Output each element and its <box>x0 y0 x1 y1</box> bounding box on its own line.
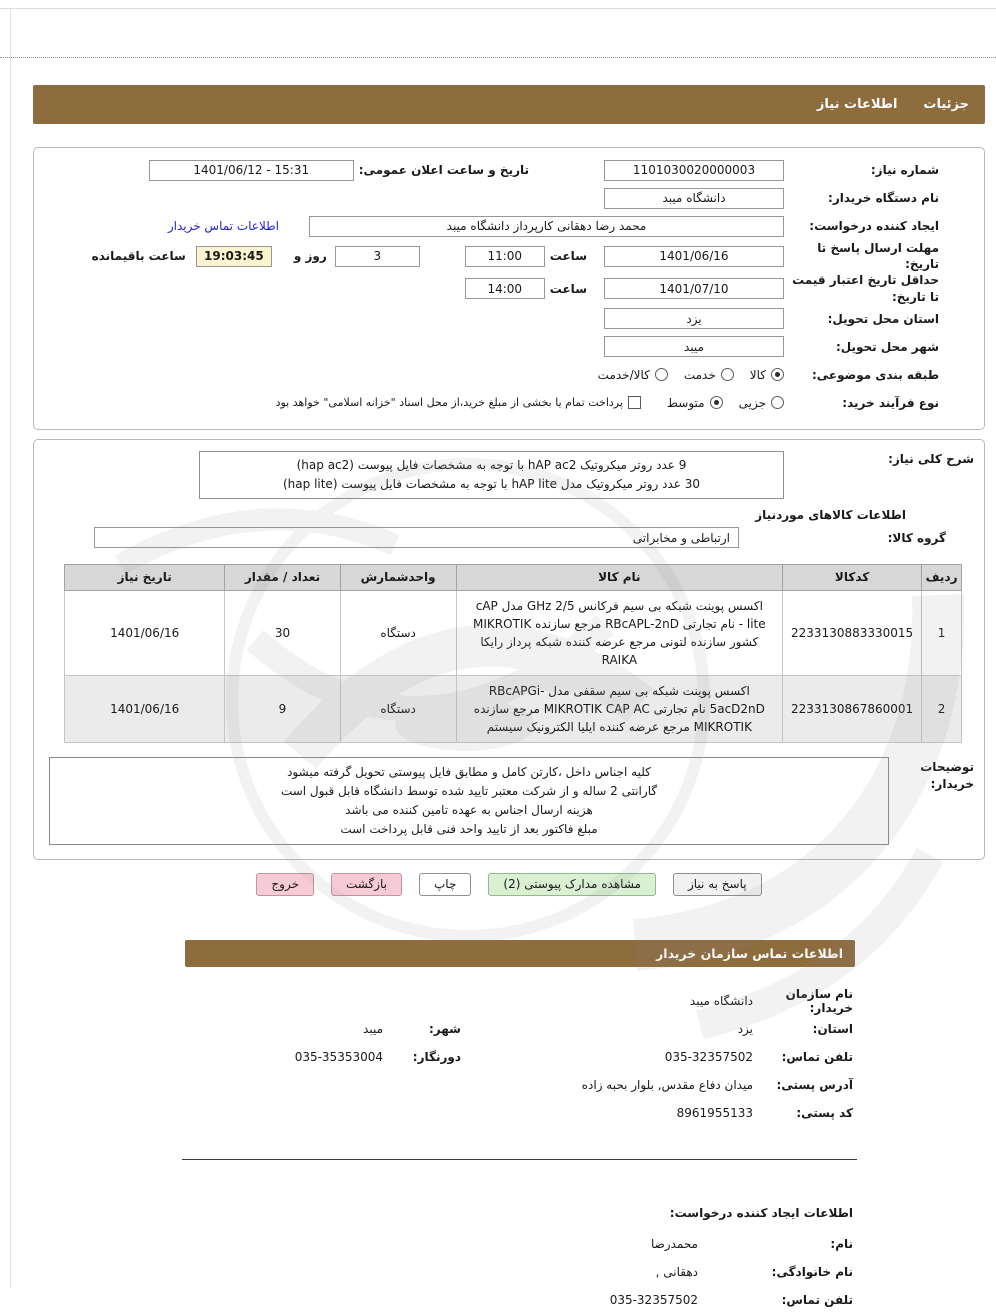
radio-selected-icon <box>771 368 784 381</box>
contact-phone-label: تلفن تماس: <box>781 1049 853 1064</box>
cell-code: 2233130883330015 <box>783 590 922 675</box>
creator-name-row <box>185 1230 855 1258</box>
checkbox-label: پرداخت تمام یا بخشی از مبلغ خرید،از محل اسناد "خزانه اسلامی" خواهد بود <box>275 396 623 410</box>
goods-table <box>64 564 962 743</box>
goods-section-title: اطلاعات کالاهای موردنیاز <box>755 507 906 522</box>
creator-family-label: نام خانوادگی: <box>771 1264 853 1279</box>
buyer-contact-section <box>185 987 855 1127</box>
section-divider <box>182 1159 857 1160</box>
buyer-notes-row <box>34 757 984 845</box>
postal-code-row <box>185 1099 855 1127</box>
announce-label: تاریخ و ساعت اعلان عمومی: <box>358 162 529 177</box>
buyer-notes-line3: هزینه ارسال اجناس به عهده تامین کننده می باشد <box>345 802 593 817</box>
contact-city-label: شهر: <box>429 1021 461 1036</box>
classification-option-services[interactable] <box>684 368 734 382</box>
contact-address-value: میدان دفاع مقدس, بلوار بحبه زاده <box>581 1077 753 1092</box>
buyer-contact-header <box>185 940 855 967</box>
cell-row: 1 <box>922 590 962 675</box>
tab-bar <box>33 85 985 124</box>
radio-icon <box>771 396 784 409</box>
radio-label: جزیی <box>738 395 766 410</box>
deadline-date-field[interactable]: 1401/06/16 <box>604 246 784 267</box>
col-name-header: نام کالا <box>456 564 782 590</box>
goods-table-header-row <box>65 564 962 590</box>
need-header-panel <box>33 147 985 430</box>
deadline-hour-label: ساعت <box>549 249 587 264</box>
col-row-header: ردیف <box>922 564 962 590</box>
city-row <box>34 333 984 361</box>
org-name-row <box>185 987 855 1015</box>
buyer-org-row <box>34 184 984 212</box>
creator-name-label: نام: <box>830 1236 853 1251</box>
print-button[interactable]: چاپ <box>419 873 471 896</box>
cell-qty: 30 <box>225 590 340 675</box>
cell-name: اکسس پوینت شبکه بی سیم فرکانس 2/5 GHz مدل cAP lite - نام تجارتی RBcAPL-2nD مرجع سازنده MIKROTIK کشور سازنده لتونی مرجع عرضه کننده شبکه پرداز رایکا RAIKA <box>456 590 782 675</box>
col-qty-header: تعداد / مقدار <box>225 564 340 590</box>
buyer-org-field[interactable]: دانشگاه میبد <box>604 188 784 209</box>
cell-date: 1401/06/16 <box>65 675 225 742</box>
process-type-options <box>276 396 784 410</box>
goods-group-field[interactable]: ارتباطی و مخابراتی <box>94 527 739 548</box>
buyer-contact-title: اطلاعات تماس سازمان خریدار <box>656 945 843 961</box>
action-bar <box>33 873 985 896</box>
col-code-header: کدکالا <box>783 564 922 590</box>
buyer-notes-line1: کلیه اجناس داخل ،کارتن کامل و مطابق فایل پیوستی تحویل گرفته میشود <box>287 764 651 779</box>
contact-phone-value: 035-32357502 <box>664 1049 753 1064</box>
process-option-minor[interactable] <box>739 396 784 410</box>
contact-postal-value: 8961955133 <box>676 1105 753 1120</box>
deadline-label: مهلت ارسال پاسخ تا تاریخ: <box>817 241 939 272</box>
cell-qty: 9 <box>225 675 340 742</box>
creator-family-value: دهقانی , <box>655 1264 698 1279</box>
need-summary-box[interactable] <box>199 451 784 499</box>
price-validity-hour-label: ساعت <box>549 281 587 296</box>
countdown-label: ساعت باقیمانده <box>91 249 186 264</box>
need-summary-label: شرح کلی نیاز: <box>888 451 974 466</box>
need-summary-row <box>34 448 984 499</box>
process-type-row <box>34 389 984 417</box>
goods-group-label: گروه کالا: <box>887 530 946 545</box>
radio-label: کالا <box>749 367 766 382</box>
creator-family-row <box>185 1258 855 1286</box>
price-validity-hour-field[interactable]: 14:00 <box>465 278 545 299</box>
creator-phone-row <box>185 1286 855 1314</box>
dotted-divider <box>0 57 996 58</box>
classification-options <box>598 368 784 382</box>
buyer-org-label: نام دستگاه خریدار: <box>828 190 939 205</box>
buyer-contact-link[interactable]: اطلاعات تماس خریدار <box>167 219 279 233</box>
deadline-row <box>34 240 984 272</box>
creator-label: ایجاد کننده درخواست: <box>809 218 939 233</box>
col-unit-header: واحدشمارش <box>340 564 456 590</box>
buyer-notes-box[interactable] <box>49 757 889 845</box>
classification-option-goods[interactable] <box>750 368 784 382</box>
remaining-days-field[interactable]: 3 <box>335 246 420 267</box>
cell-row: 2 <box>922 675 962 742</box>
goods-table-row[interactable] <box>65 675 962 742</box>
contact-province-label: استان: <box>812 1021 853 1036</box>
cell-unit: دستگاه <box>340 590 456 675</box>
cell-name: اکسس پوینت شبکه بی سیم سقفی مدل RBcAPGi-5acD2nD نام تجارتی MIKROTIK CAP AC مرجع سازنده MIKROTIK مرجع عرضه کننده ایلیا الکترونیک سیستم <box>456 675 782 742</box>
col-date-header: تاریخ نیاز <box>65 564 225 590</box>
view-attachments-button[interactable]: مشاهده مدارک پیوستی (2) <box>488 873 656 896</box>
buyer-notes-label: توضیحات خریدار: <box>920 759 974 792</box>
phone-fax-row <box>185 1043 855 1071</box>
creator-phone-value: 035-32357502 <box>609 1292 698 1307</box>
contact-address-label: آدرس پستی: <box>776 1077 853 1092</box>
need-summary-line2: 30 عدد روتر میکروتیک مدل hAP lite با توجه به مشخصات فایل پیوست (hap lite) <box>282 476 701 491</box>
left-frame-line <box>10 8 11 1288</box>
creator-row <box>34 212 984 240</box>
need-number-row <box>34 156 984 184</box>
days-label: روز و <box>293 249 327 264</box>
buyer-notes-line2: گارانتی 2 ساله و از شرکت معتبر تایید شده توسط دانشگاه قابل قبول است <box>280 783 658 798</box>
cell-code: 2233130867860001 <box>783 675 922 742</box>
radio-icon <box>721 368 734 381</box>
deadline-hour-field[interactable]: 11:00 <box>465 246 545 267</box>
city-label: شهر محل تحویل: <box>835 339 939 354</box>
contact-province-value: یزد <box>737 1021 753 1036</box>
cell-unit: دستگاه <box>340 675 456 742</box>
radio-label: خدمت <box>683 367 716 382</box>
city-field[interactable]: میبد <box>604 336 784 357</box>
contact-postal-label: کد پستی: <box>796 1105 853 1120</box>
treasury-checkbox-option[interactable] <box>276 396 641 409</box>
classification-row <box>34 361 984 389</box>
creator-name-value: محمدرضا <box>650 1236 698 1251</box>
classification-label: طبقه بندی موضوعی: <box>811 367 939 382</box>
goods-table-row[interactable] <box>65 590 962 675</box>
tab-details[interactable]: جزئیات <box>923 97 969 112</box>
process-option-medium[interactable] <box>667 396 723 410</box>
back-button[interactable]: بازگشت <box>331 873 402 896</box>
request-creator-section <box>185 1180 855 1314</box>
need-summary-line1: 9 عدد روتر میکروتیک hAP ac2 با توجه به مشخصات فایل پیوست (hap ac2) <box>296 457 687 472</box>
price-validity-date-field[interactable]: 1401/07/10 <box>604 278 784 299</box>
cell-date: 1401/06/16 <box>65 590 225 675</box>
buyer-notes-line4: مبلغ فاکتور بعد از تایید واحد فنی قابل پرداخت است <box>340 821 598 836</box>
contact-fax-label: دورنگار: <box>412 1049 461 1064</box>
tab-need-info[interactable]: اطلاعات نیاز <box>816 97 898 112</box>
radio-label: متوسط <box>666 395 705 410</box>
province-row <box>34 305 984 333</box>
creator-section-title: اطلاعات ایجاد کننده درخواست: <box>669 1205 853 1220</box>
contact-city-value: میبد <box>363 1021 383 1036</box>
radio-icon <box>655 368 668 381</box>
top-frame-line <box>0 8 996 9</box>
province-label: استان محل تحویل: <box>827 311 939 326</box>
process-type-label: نوع فرآیند خرید: <box>842 395 939 410</box>
need-number-field[interactable]: 1101030020000003 <box>604 160 784 181</box>
radio-label: کالا/خدمت <box>597 367 650 382</box>
announce-datetime-field[interactable]: 1401/06/12 - 15:31 <box>149 160 354 181</box>
price-validity-label: حداقل تاریخ اعتبار قیمت تا تاریخ: <box>792 273 939 304</box>
address-row <box>185 1071 855 1099</box>
creator-field[interactable]: محمد رضا دهقانی کارپرداز دانشگاه میبد <box>309 216 784 237</box>
classification-option-goods-services[interactable] <box>598 368 668 382</box>
respond-to-need-button[interactable]: پاسخ به نیاز <box>673 873 762 896</box>
exit-button[interactable]: خروج <box>256 873 314 896</box>
need-details-page <box>33 85 985 1314</box>
price-validity-row <box>34 272 984 304</box>
goods-group-row <box>34 524 984 552</box>
province-city-row <box>185 1015 855 1043</box>
need-number-label: شماره نیاز: <box>870 162 939 177</box>
org-name-label: نام سازمان خریدار: <box>785 986 853 1015</box>
province-field[interactable]: یزد <box>604 308 784 329</box>
contact-fax-value: 035-35353004 <box>294 1049 383 1064</box>
org-name-value: دانشگاه میبد <box>689 993 753 1008</box>
creator-phone-label: تلفن تماس: <box>781 1292 853 1307</box>
need-body-panel <box>33 439 985 860</box>
countdown-timer: 19:03:45 <box>196 246 272 267</box>
checkbox-icon <box>628 396 641 409</box>
radio-selected-icon <box>710 396 723 409</box>
